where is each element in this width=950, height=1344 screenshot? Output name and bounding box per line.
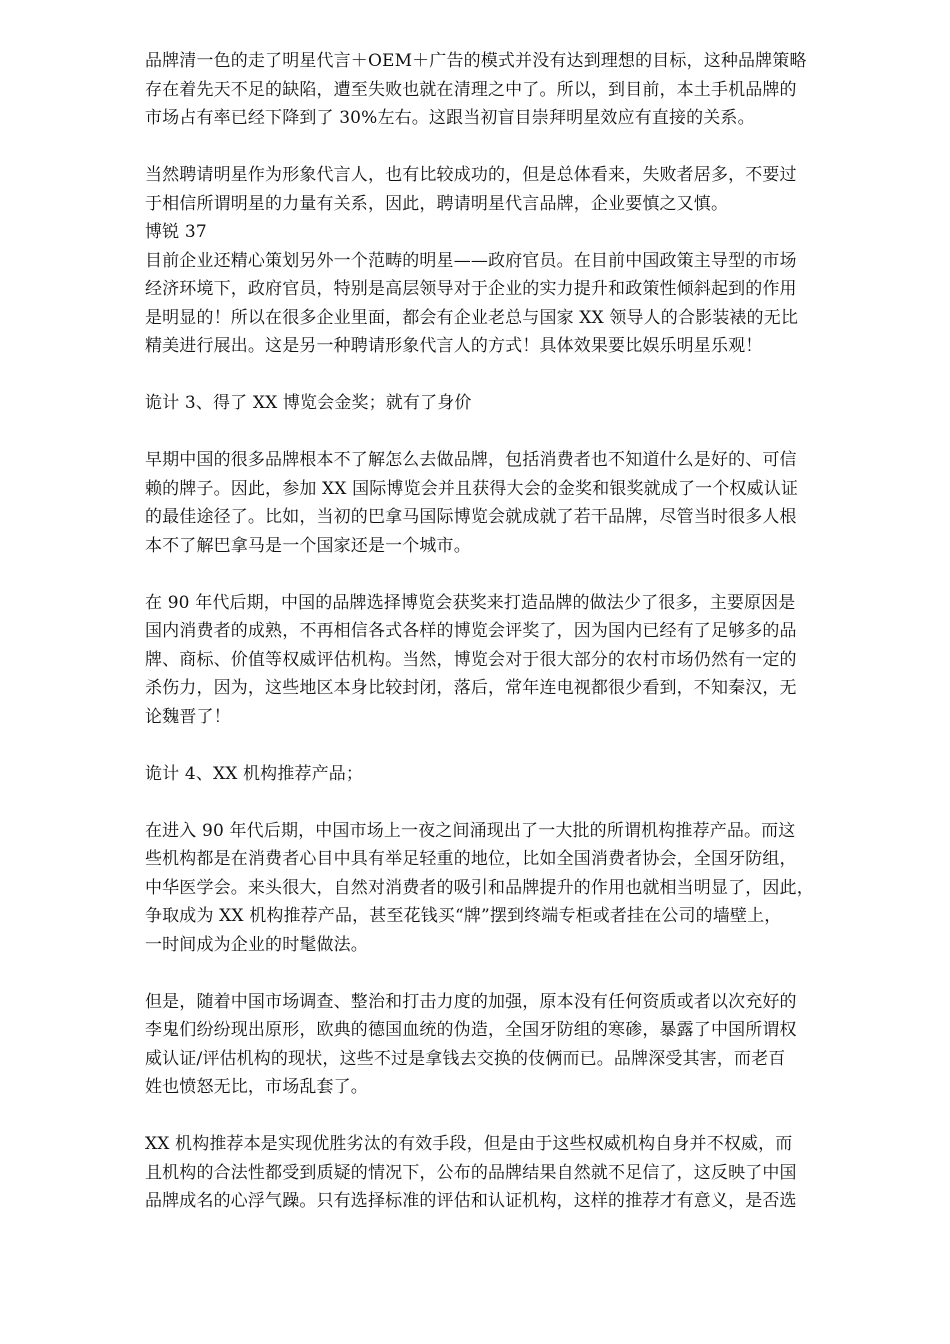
text-line: 赖的牌子。因此，参加 XX 国际博览会并且获得大会的金奖和银奖就成了一个权威认证	[145, 478, 799, 499]
text-line: 国内消费者的成熟，不再相信各式各样的博览会评奖了，因为国内已经有了足够多的品	[145, 621, 797, 641]
text-line: 于相信所谓明星的力量有关系，因此，聘请明星代言品牌，企业要慎之又慎。	[145, 193, 729, 214]
text-line: 经济环境下，政府官员，特别是高层领导对于企业的实力提升和政策性倾斜起到的作用	[145, 279, 797, 299]
paragraph	[145, 988, 885, 1102]
text-line: 目前企业还精心策划另外一个范畴的明星——政府官员。在目前中国政策主导型的市场	[145, 250, 797, 271]
document-page	[145, 47, 885, 1216]
paragraph	[145, 589, 885, 732]
text-line: 当然聘请明星作为形象代言人，也有比较成功的，但是总体看来，失败者居多，不要过	[145, 165, 797, 185]
text-line: 威认证/评估机构的现状，这些不过是拿钱去交换的伎俩而已。品牌深受其害，而老百	[145, 1048, 786, 1069]
text-line: 争取成为 XX 机构推荐产品，甚至花钱买“牌”摆到终端专柜或者挂在公司的墙壁上，	[145, 906, 782, 926]
text-line: 姓也愤怒无比，市场乱套了。	[145, 1077, 368, 1097]
text-line: 的最佳途径了。比如，当初的巴拿马国际博览会就成就了若干品牌，尽管当时很多人根	[145, 507, 797, 527]
paragraph	[145, 1130, 885, 1216]
section-heading	[145, 389, 885, 418]
paragraph-spacer	[145, 959, 885, 988]
paragraph	[145, 247, 885, 361]
text-line: 精美进行展出。这是另一种聘请形象代言人的方式！具体效果要比娱乐明星乐观！	[145, 336, 763, 356]
text-line: 存在着先天不足的缺陷，遭至失败也就在清理之中了。所以，到目前，本土手机品牌的	[145, 79, 797, 100]
paragraph-spacer	[145, 731, 885, 760]
text-line: 但是，随着中国市场调查、整治和打击力度的加强，原本没有任何资质或者以次充好的	[145, 991, 797, 1012]
paragraph-spacer	[145, 560, 885, 589]
text-line: 品牌成名的心浮气躁。只有选择标准的评估和认证机构，这样的推荐才有意义，是否选	[145, 1191, 797, 1211]
paragraph	[145, 161, 885, 218]
text-line: 博锐 37	[145, 222, 207, 242]
text-line: 且机构的合法性都受到质疑的情况下，公布的品牌结果自然就不足信了，这反映了中国	[145, 1162, 797, 1183]
paragraph	[145, 47, 885, 133]
section-heading	[145, 760, 885, 789]
paragraph-spacer	[145, 133, 885, 162]
text-line: 品牌清一色的走了明星代言＋OEM＋广告的模式并没有达到理想的目标，这种品牌策略	[145, 51, 807, 71]
text-line: XX 机构推荐本是实现优胜劣汰的有效手段，但是由于这些权威机构自身并不权威，而	[145, 1134, 793, 1154]
text-line: 市场占有率已经下降到了 30%左右。这跟当初盲目崇拜明星效应有直接的关系。	[145, 108, 755, 128]
paragraph-spacer	[145, 1102, 885, 1131]
text-line: 一时间成为企业的时髦做法。	[145, 934, 368, 955]
text-line: 本不了解巴拿马是一个国家还是一个城市。	[145, 535, 471, 556]
paragraph	[145, 218, 885, 247]
text-line: 在 90 年代后期，中国的品牌选择博览会获奖来打造品牌的做法少了很多，主要原因是	[145, 592, 796, 613]
text-line: 在进入 90 年代后期，中国市场上一夜之间涌现出了一大批的所谓机构推荐产品。而这	[145, 820, 796, 841]
text-line: 诡计 3、得了 XX 博览会金奖；就有了身价	[145, 393, 472, 413]
text-line: 杀伤力，因为，这些地区本身比较封闭，落后，常年连电视都很少看到，不知秦汉，无	[145, 678, 797, 698]
text-line: 论魏晋了！	[145, 706, 231, 727]
text-line: 诡计 4、XX 机构推荐产品；	[145, 763, 364, 784]
text-line: 是明显的！所以在很多企业里面，都会有企业老总与国家 XX 领导人的合影装裱的无比	[145, 307, 799, 328]
text-line: 早期中国的很多品牌根本不了解怎么去做品牌，包括消费者也不知道什么是好的、可信	[145, 450, 797, 470]
text-line: 中华医学会。来头很大，自然对消费者的吸引和品牌提升的作用也就相当明显了，因此，	[145, 877, 814, 898]
text-line: 李鬼们纷纷现出原形，欧典的德国血统的伪造，全国牙防组的寒碜，暴露了中国所谓权	[145, 1020, 797, 1040]
paragraph-spacer	[145, 788, 885, 817]
paragraph-spacer	[145, 418, 885, 447]
paragraph	[145, 446, 885, 560]
text-line: 牌、商标、价值等权威评估机构。当然，博览会对于很大部分的农村市场仍然有一定的	[145, 649, 797, 670]
paragraph	[145, 817, 885, 960]
text-line: 些机构都是在消费者心目中具有举足轻重的地位，比如全国消费者协会，全国牙防组，	[145, 849, 797, 869]
paragraph-spacer	[145, 361, 885, 390]
